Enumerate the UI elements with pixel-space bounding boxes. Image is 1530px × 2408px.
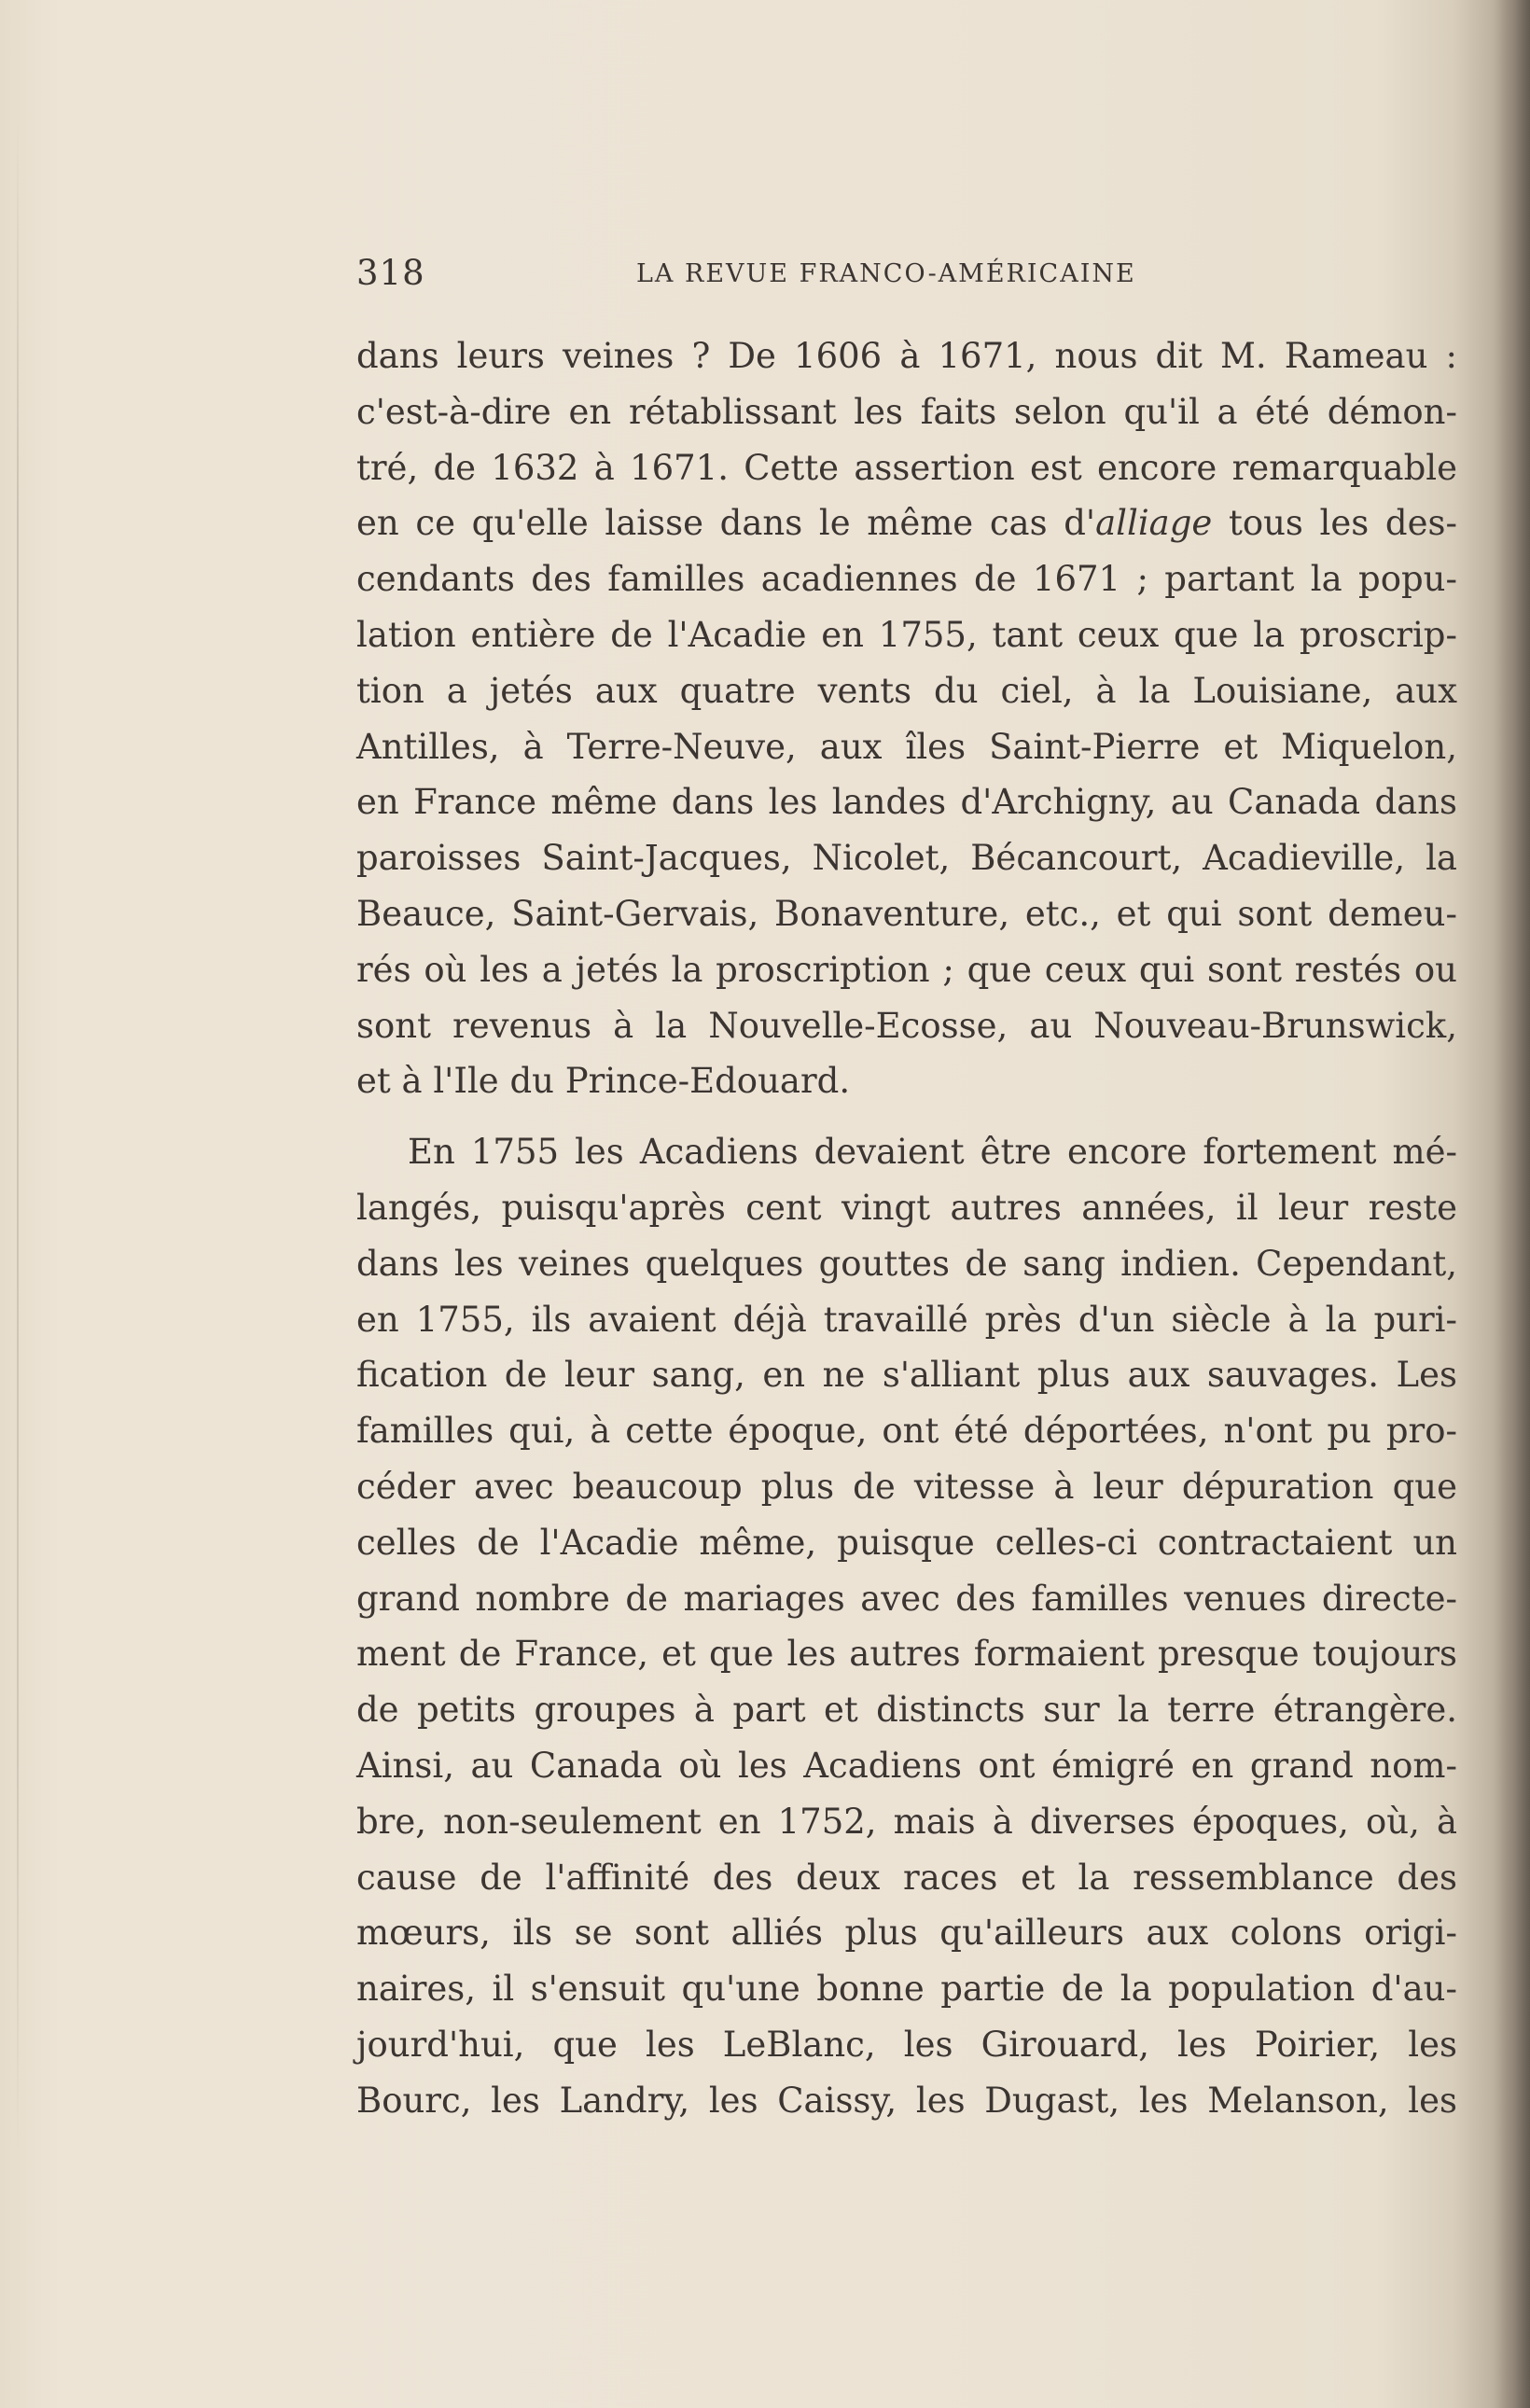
binding-edge (17, 112, 19, 2164)
text-line: lation entière de l'Acadie en 1755, tant ceux que la proscrip- (356, 614, 1457, 655)
paragraph-spacer (356, 1109, 1457, 1124)
italic-word: alliage (1095, 503, 1213, 544)
text-segment: en ce qu'elle laisse dans le même cas d' (356, 503, 1096, 544)
text-line: jourd'hui, que les LeBlanc, les Girouard, les Poirier, les (356, 2024, 1457, 2065)
text-line: fication de leur sang, en ne s'alliant plus aux sauvages. Les (356, 1355, 1457, 1396)
text-line: céder avec beaucoup plus de vitesse à leur dépuration que (356, 1466, 1457, 1507)
text-line: Bourc, les Landry, les Caissy, les Dugast, les Melanson, les (356, 2080, 1457, 2121)
text-line: mœurs, ils se sont alliés plus qu'ailleurs aux colons origi- (356, 1913, 1457, 1954)
text-line: dans les veines quelques gouttes de sang indien. Cependant, (356, 1243, 1457, 1284)
text-line: Ainsi, au Canada où les Acadiens ont émigré en grand nom- (356, 1745, 1457, 1786)
text-line: sont revenus à la Nouvelle-Ecosse, au Nouveau-Brunswick, (356, 1005, 1457, 1046)
page-gutter-shadow (1493, 0, 1530, 2408)
text-line: grand nombre de mariages avec des familles venues directe- (356, 1578, 1457, 1619)
page-header (356, 250, 1177, 297)
running-title: LA REVUE FRANCO-AMÉRICAINE (636, 259, 1136, 288)
body-text (356, 328, 1457, 2129)
text-line: en 1755, ils avaient déjà travaillé près d'un siècle à la puri- (356, 1299, 1457, 1340)
text-line: familles qui, à cette époque, ont été déportées, n'ont pu pro- (356, 1411, 1457, 1452)
text-line: langés, puisqu'après cent vingt autres années, il leur reste (356, 1187, 1457, 1228)
text-line: naires, il s'ensuit qu'une bonne partie de la population d'au- (356, 1969, 1457, 2010)
text-line: Antilles, à Terre-Neuve, aux îles Saint-Pierre et Miquelon, (356, 726, 1457, 767)
text-line: et à l'Ile du Prince-Edouard. (356, 1061, 851, 1102)
text-line: dans leurs veines ? De 1606 à 1671, nous dit M. Rameau : (356, 336, 1457, 376)
text-line: en France même dans les landes d'Archigny, au Canada dans (356, 782, 1457, 823)
text-line: rés où les a jetés la proscription ; que ceux qui sont restés ou (356, 949, 1457, 990)
text-line: tion a jetés aux quatre vents du ciel, à la Louisiane, aux (356, 670, 1457, 711)
paragraph-2 (356, 1124, 1457, 2128)
text-line: celles de l'Acadie même, puisque celles-ci contractaient un (356, 1522, 1457, 1563)
text-segment: tous les des- (1212, 503, 1457, 544)
text-line (356, 495, 1457, 551)
text-line: ment de France, et que les autres formaient presque toujours (356, 1634, 1457, 1675)
text-line: tré, de 1632 à 1671. Cette assertion est encore remarquable (356, 447, 1457, 488)
text-line: de petits groupes à part et distincts sur la terre étrangère. (356, 1690, 1457, 1731)
text-line: cause de l'affinité des deux races et la ressemblance des (356, 1857, 1457, 1898)
text-line: paroisses Saint-Jacques, Nicolet, Bécancourt, Acadieville, la (356, 838, 1457, 879)
text-line: Beauce, Saint-Gervais, Bonaventure, etc., et qui sont demeu- (356, 893, 1457, 934)
text-line: bre, non-seulement en 1752, mais à diverses époques, où, à (356, 1801, 1457, 1842)
text-line: En 1755 les Acadiens devaient être encore fortement mé- (408, 1132, 1457, 1173)
text-line: cendants des familles acadiennes de 1671 ; partant la popu- (356, 559, 1457, 600)
paragraph-1 (356, 328, 1457, 1109)
text-line: c'est-à-dire en rétablissant les faits selon qu'il a été démon- (356, 391, 1457, 432)
page-number: 318 (356, 253, 425, 293)
